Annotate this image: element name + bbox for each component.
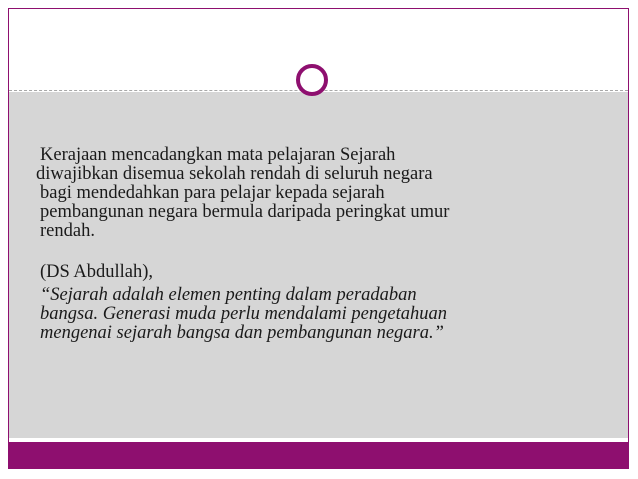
body-text [36,146,616,343]
body-line-2: diwajibkan disemua sekolah rendah di seluruh negara [36,164,433,184]
body-line-1: Kerajaan mencadangkan mata pelajaran Sejarah [40,145,396,165]
ring-ornament-icon [296,64,328,96]
footer-bar [9,442,628,469]
quote-line-3: mengenai sejarah bangsa dan pembangunan negara.” [40,323,444,343]
body-line-3: bagi mendedahkan para pelajar kepada sejarah [40,183,385,203]
quote-line-2: bangsa. Generasi muda perlu mendalami pengetahuan [40,304,447,324]
body-line-4: pembangunan negara bermula daripada peringkat umur [40,202,450,222]
body-line-5: rendah. [40,221,95,241]
attribution: (DS Abdullah), [40,262,154,282]
quote-line-1: “Sejarah adalah elemen penting dalam peradaban [40,285,417,305]
